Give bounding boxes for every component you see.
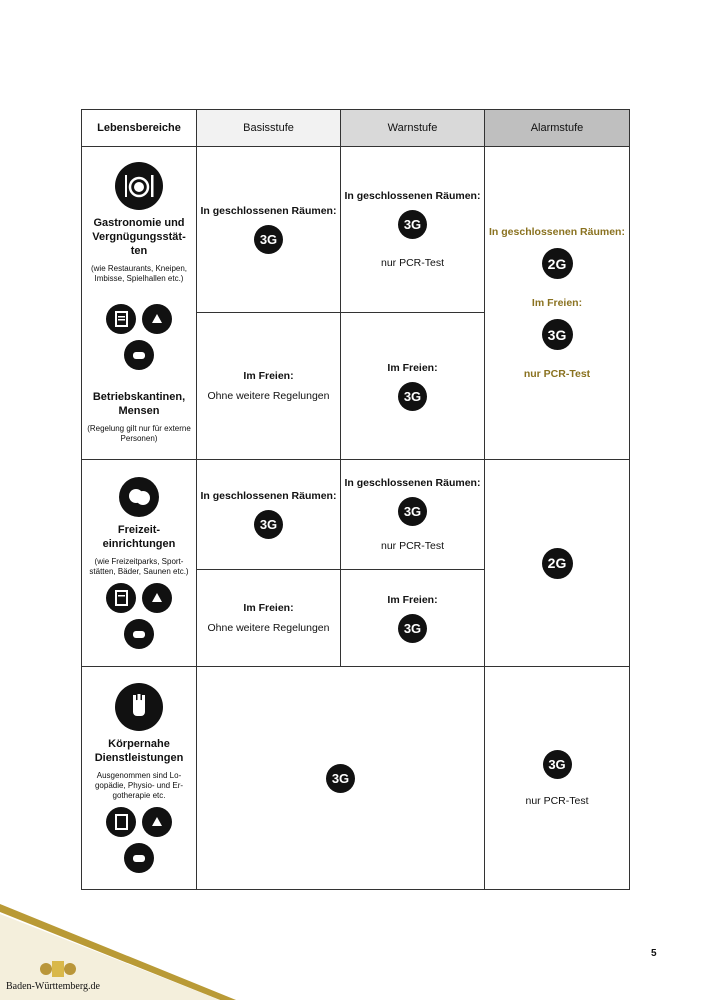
logo-text: Baden-Württemberg.de <box>6 981 100 992</box>
dining-plate-icon <box>115 162 163 210</box>
freizeit-warn-outdoor <box>341 570 485 667</box>
koerper-subtitle: Ausgenommen sind Lo-gopädie, Physio- und Er-gotherapie etc. <box>94 771 184 800</box>
pcr-label: nur PCR-Test <box>380 540 444 552</box>
theater-masks-icon <box>119 477 159 517</box>
header-basisstufe: Basisstufe <box>197 110 341 147</box>
hand-washing-icon <box>142 304 172 334</box>
outdoor-label: Im Freien: <box>387 361 438 374</box>
cell-freizeit <box>82 460 197 667</box>
document-icon <box>106 583 136 613</box>
header-alarmstufe: Alarmstufe <box>485 110 630 147</box>
header-row <box>82 110 630 147</box>
kantinen-subtitle: (Regelung gilt nur für externe Personen) <box>87 424 191 443</box>
kantinen-title: Betriebskantinen, Mensen <box>92 391 186 417</box>
hand-washing-icon <box>142 807 172 837</box>
koerper-alarm <box>485 667 630 890</box>
baden-wuerttemberg-logo <box>6 958 100 992</box>
face-mask-icon <box>124 340 154 370</box>
page-number: 5 <box>651 948 657 959</box>
document-icon <box>106 807 136 837</box>
indoor-label: In geschlossenen Räumen: <box>200 205 337 217</box>
gastro-alarm <box>485 147 630 460</box>
coat-of-arms-icon <box>38 958 78 980</box>
freizeit-subtitle: (wie Freizeitparks, Sport-stätten, Bäder, Saunen etc.) <box>89 557 189 576</box>
indoor-label: In geschlossenen Räumen: <box>344 477 481 489</box>
koerper-title: Körpernahe Dienstleistungen <box>94 738 184 764</box>
badge-3g: 3G <box>543 750 572 779</box>
freizeit-basis-indoor <box>197 460 341 570</box>
gastro-warn-outdoor <box>341 313 485 460</box>
indoor-label: In geschlossenen Räumen: <box>344 190 481 202</box>
no-rules-label: Ohne weitere Regelungen <box>207 390 330 402</box>
face-mask-icon <box>124 843 154 873</box>
no-rules-label: Ohne weitere Regelungen <box>207 622 330 634</box>
freizeit-basis-outdoor <box>197 570 341 667</box>
outdoor-label: Im Freien: <box>531 297 583 309</box>
badge-3g: 3G <box>254 225 283 254</box>
badge-3g: 3G <box>542 319 573 350</box>
gastro-basis-outdoor <box>197 313 341 460</box>
pcr-label: nur PCR-Test <box>523 368 591 380</box>
gastro-warn-indoor <box>341 147 485 313</box>
outdoor-label: Im Freien: <box>243 602 294 614</box>
hand-washing-icon <box>142 583 172 613</box>
cell-koerpernahe <box>82 667 197 890</box>
badge-3g: 3G <box>254 510 283 539</box>
header-warnstufe: Warnstufe <box>341 110 485 147</box>
badge-3g: 3G <box>398 210 427 239</box>
badge-2g: 2G <box>542 548 573 579</box>
badge-3g: 3G <box>398 614 427 643</box>
badge-3g: 3G <box>398 382 427 411</box>
outdoor-label: Im Freien: <box>243 370 294 382</box>
header-lebensbereiche: Lebensbereiche <box>82 110 197 147</box>
document-icon <box>106 304 136 334</box>
gastro-basis-indoor <box>197 147 341 313</box>
outdoor-label: Im Freien: <box>387 593 438 606</box>
badge-3g: 3G <box>398 497 427 526</box>
face-mask-icon <box>124 619 154 649</box>
hand-icon <box>115 683 163 731</box>
pcr-label: nur PCR-Test <box>380 257 444 269</box>
freizeit-alarm <box>485 460 630 667</box>
cell-gastronomie <box>82 147 197 460</box>
indoor-label: In geschlossenen Räumen: <box>489 226 625 238</box>
freizeit-title: Freizeit-einrichtungen <box>102 524 176 550</box>
freizeit-warn-indoor <box>341 460 485 570</box>
rules-table <box>81 109 630 890</box>
indoor-label: In geschlossenen Räumen: <box>200 490 337 502</box>
gastro-subtitle: (wie Restaurants, Kneipen, Imbisse, Spielhallen etc.) <box>90 264 188 283</box>
pcr-label: nur PCR-Test <box>525 794 589 807</box>
badge-2g: 2G <box>542 248 573 279</box>
gastro-title: Gastronomie und Vergnügungsstät-ten <box>92 217 186 257</box>
badge-3g: 3G <box>326 764 355 793</box>
koerper-basis-warn <box>197 667 485 890</box>
